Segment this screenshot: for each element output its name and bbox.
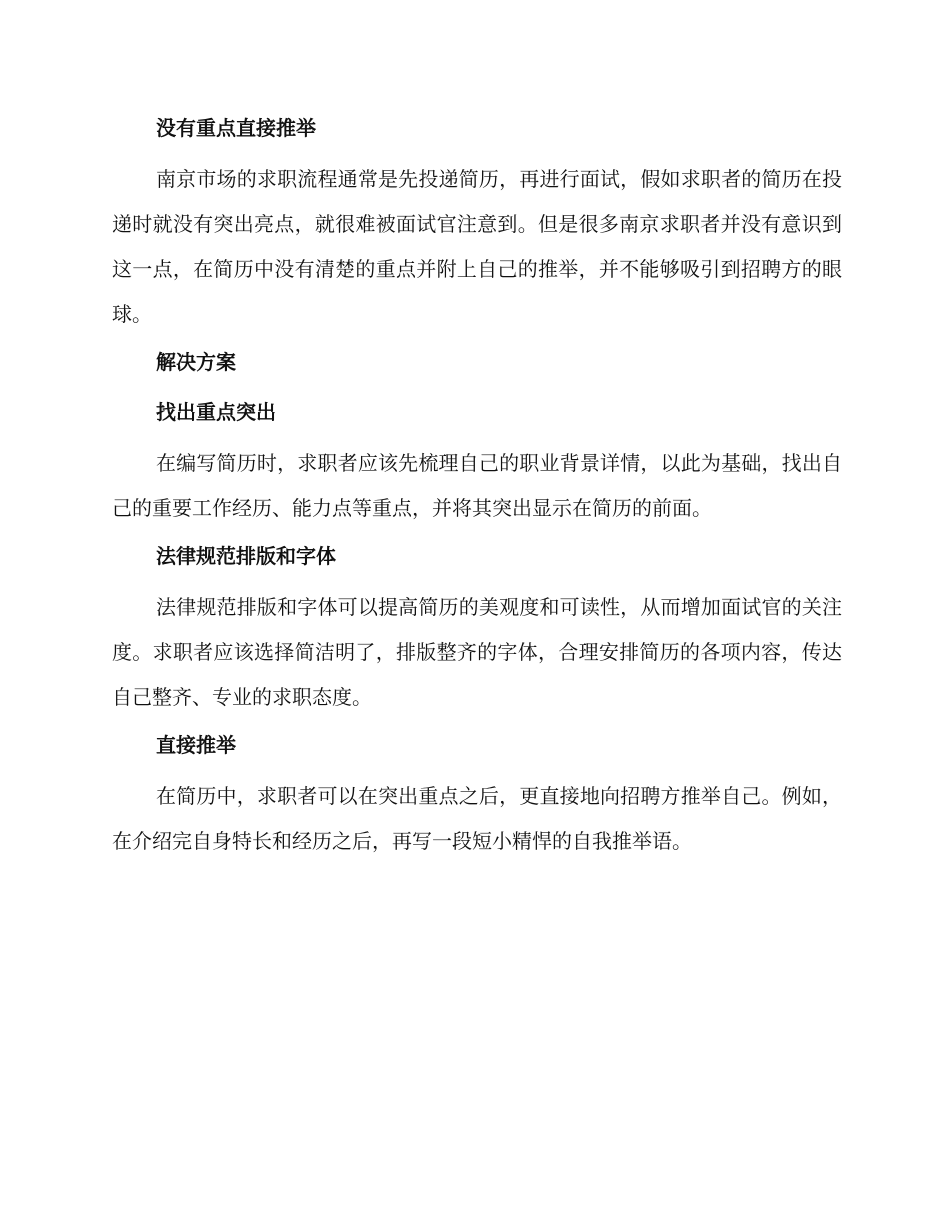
- section-heading: 法律规范排版和字体: [156, 544, 336, 568]
- section-heading: 找出重点突出: [156, 400, 276, 424]
- document-page: [112, 112, 842, 873]
- section-heading: 解决方案: [156, 350, 236, 374]
- section-paragraph: 在编写简历时，求职者应该先梳理自己的职业背景详情，以此为基础，找出自己的重要工作经历、能力点等重点，并将其突出显示在简历的前面。: [112, 451, 842, 520]
- section-paragraph: 在简历中，求职者可以在突出重点之后，更直接地向招聘方推举自己。例如，在介绍完自身特长和经历之后，再写一段短小精悍的自我推举语。: [112, 784, 842, 853]
- section-heading: 直接推举: [156, 733, 236, 757]
- section-paragraph: 法律规范排版和字体可以提高简历的美观度和可读性，从而增加面试官的关注度。求职者应该选择简洁明了，排版整齐的字体，合理安排简历的各项内容，传达自己整齐、专业的求职态度。: [112, 595, 842, 709]
- section-paragraph: 南京市场的求职流程通常是先投递简历，再进行面试，假如求职者的简历在投递时就没有突出亮点，就很难被面试官注意到。但是很多南京求职者并没有意识到这一点，在简历中没有清楚的重点并附上自己的推举，并不能够吸引到招聘方的眼球。: [112, 167, 842, 326]
- section-heading: 没有重点直接推举: [156, 116, 316, 140]
